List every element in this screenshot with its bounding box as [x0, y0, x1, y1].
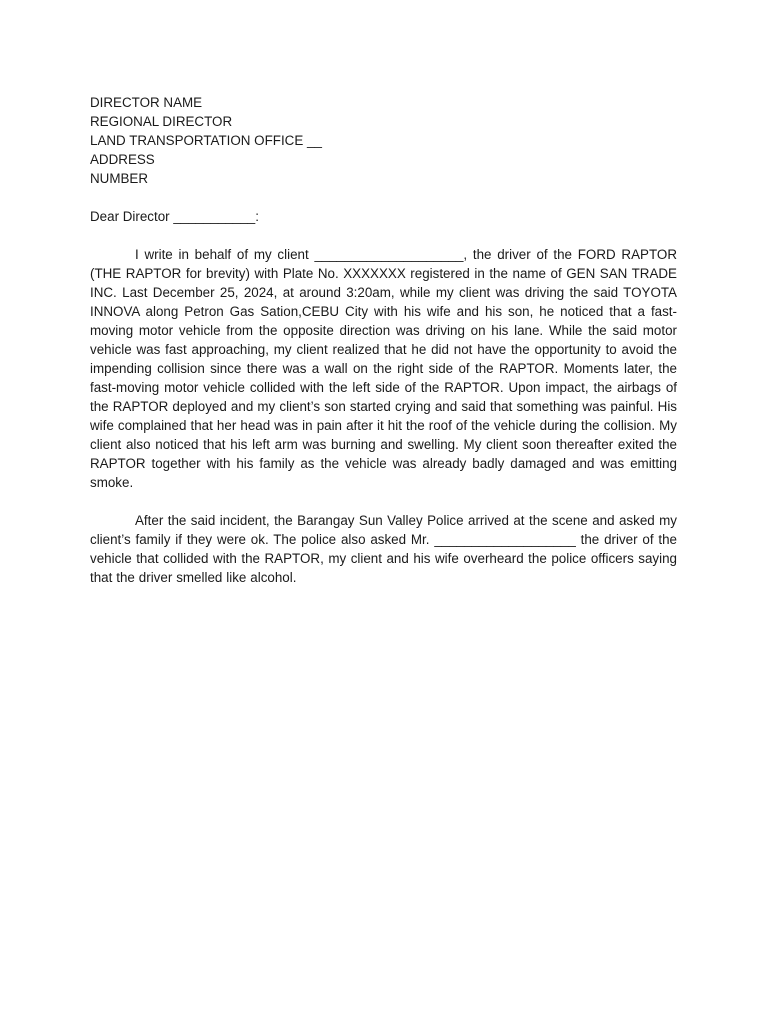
paragraph-incident-account: I write in behalf of my client ____________________, the driver of the FORD RAPTOR (THE RAPTOR for brevity) with Plate No. XXXXXXX registered in the name of GEN SAN TRADE INC. Last December 25, 2024, at around 3:20am, while my client was driving the said TOYOTA INNOVA along Petron Gas Sation,CEBU City with his wife and his son, he noticed that a fast-moving motor vehicle from the opposite direction was driving on his lane. While the said motor vehicle was fast approaching, my client realized that he did not have the opportunity to avoid the impending collision since there was a wall on the right side of the RAPTOR. Moments later, the fast-moving motor vehicle collided with the left side of the RAPTOR. Upon impact, the airbags of the RAPTOR deployed and my client’s son started crying and said that something was painful. His wife complained that her head was in pain after it hit the roof of the vehicle during the collision. My client also noticed that his left arm was burning and swelling. My client soon thereafter exited the RAPTOR together with his family as the vehicle was already badly damaged and was emitting smoke. — [90, 247, 677, 490]
recipient-office-line: LAND TRANSPORTATION OFFICE __ — [90, 133, 322, 148]
letter-body — [90, 93, 677, 587]
salutation: Dear Director ___________: — [90, 209, 259, 224]
recipient-address-line: ADDRESS — [90, 152, 155, 167]
recipient-title-line: REGIONAL DIRECTOR — [90, 114, 233, 129]
paragraph-police-arrival: After the said incident, the Barangay Sun Valley Police arrived at the scene and asked my client’s family if they were ok. The police also asked Mr. ___________________ the driver of the vehicle that collided with the RAPTOR, my client and his wife overheard the police officers saying that the driver smelled like alcohol. — [90, 513, 677, 585]
recipient-name-line: DIRECTOR NAME — [90, 95, 203, 110]
recipient-number-line: NUMBER — [90, 171, 149, 186]
recipient-address-block — [90, 93, 677, 188]
